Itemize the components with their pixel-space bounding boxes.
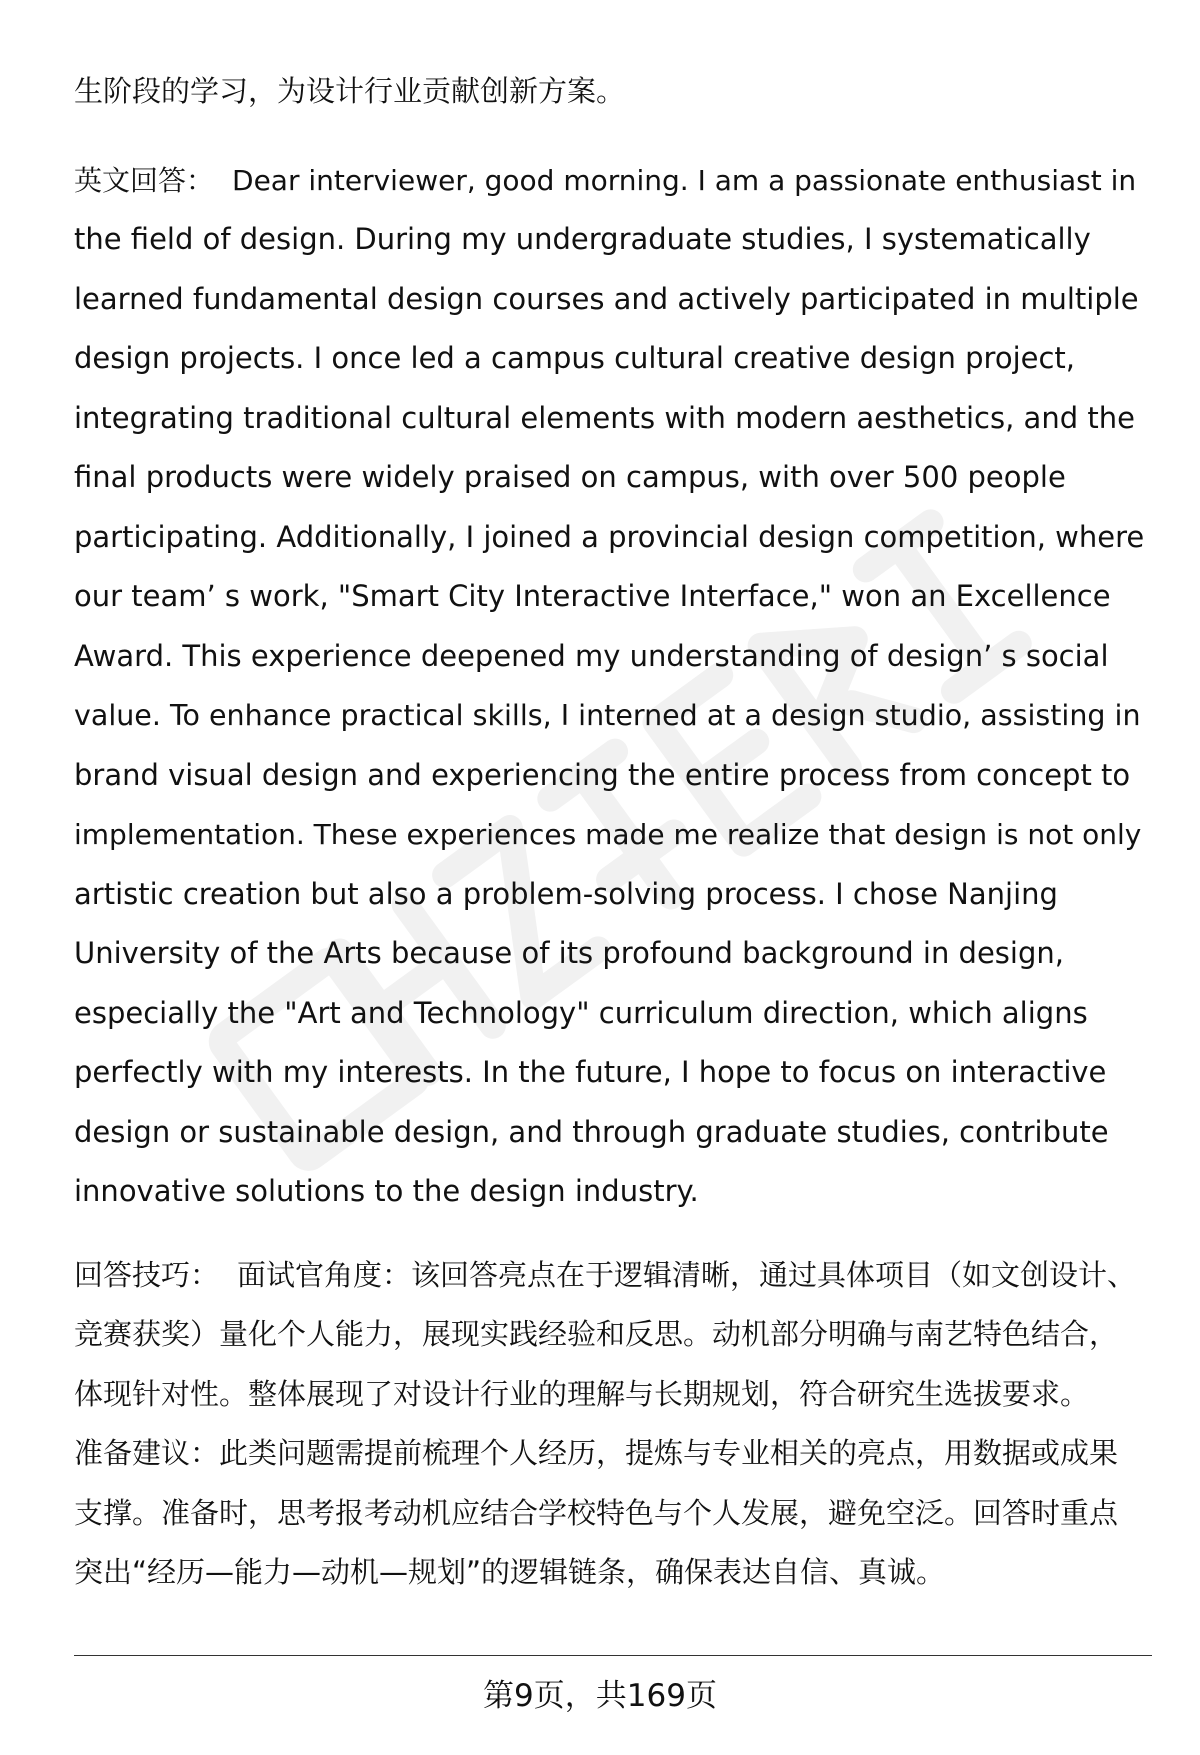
english-answer-line: University of the Arts because of its profound background in design, (74, 936, 1064, 970)
preparation-label: 准备建议： (74, 1436, 220, 1470)
english-answer-line: design or sustainable design, and through graduate studies, contribute (74, 1114, 1109, 1149)
english-answer-label: 英文回答： (74, 163, 215, 197)
english-answer-line: integrating traditional cultural elements with modern aesthetics, and the (74, 400, 1135, 435)
english-answer-line: artistic creation but also a problem-solving process. I chose Nanjing (74, 876, 1058, 911)
preparation-section (74, 1424, 1149, 1603)
preparation-line: 支撑。准备时，思考报考动机应结合学校特色与个人发展，避免空泛。回答时重点 (74, 1495, 1119, 1530)
english-answer-line: final products were widely praised on campus, with over 500 people (74, 460, 1066, 494)
preparation-line: 准备建议：此类问题需提前梳理个人经历，提炼与专业相关的亮点，用数据或成果 (74, 1436, 1119, 1470)
tips-label: 回答技巧： (74, 1257, 220, 1292)
preparation-line: 突出“经历—能力—动机—规划”的逻辑链条，确保表达自信、真诚。 (74, 1555, 946, 1589)
english-answer-line: brand visual design and experiencing the entire process from concept to (74, 757, 1131, 792)
english-answer-line: 英文回答： Dear interviewer, good morning. I am a passionate enthusiast in (74, 163, 1137, 197)
answer-tips-section (74, 1246, 1149, 1425)
english-answer-line: innovative solutions to the design industry. (74, 1174, 699, 1208)
tips-line: 回答技巧： 面试官角度：该回答亮点在于逻辑清晰，通过具体项目（如文创设计、 (74, 1257, 1137, 1292)
english-answer-line: learned fundamental design courses and actively participated in multiple (74, 281, 1139, 316)
english-answer-line: perfectly with my interests. In the future, I hope to focus on interactive (74, 1055, 1107, 1089)
document-body (74, 62, 1149, 1603)
english-answer-line: the field of design. During my undergraduate studies, I systematically (74, 222, 1091, 256)
english-answer-section (74, 151, 1149, 1222)
intro-paragraph-tail: 生阶段的学习，为设计行业贡献创新方案。 (74, 74, 626, 108)
footer-divider (74, 1655, 1152, 1656)
english-answer-line: design projects. I once led a campus cultural creative design project, (74, 341, 1075, 375)
english-answer-line: especially the "Art and Technology" curriculum direction, which aligns (74, 995, 1088, 1030)
english-answer-line: value. To enhance practical skills, I interned at a design studio, assisting in (74, 699, 1141, 732)
page-number: 第9页，共169页 (483, 1678, 717, 1714)
tips-line: 竞赛获奖）量化个人能力，展现实践经验和反思。动机部分明确与南艺特色结合， (74, 1317, 1119, 1351)
tips-line: 体现针对性。整体展现了对设计行业的理解与长期规划，符合研究生选拔要求。 (74, 1376, 1090, 1411)
english-answer-line: our team’ s work, "Smart City Interactive Interface," won an Excellence (74, 579, 1111, 613)
english-answer-line: Award. This experience deepened my understanding of design’ s social (74, 638, 1109, 673)
english-answer-line: implementation. These experiences made me realize that design is not only (74, 818, 1142, 851)
english-answer-line: participating. Additionally, I joined a provincial design competition, where (74, 519, 1145, 554)
